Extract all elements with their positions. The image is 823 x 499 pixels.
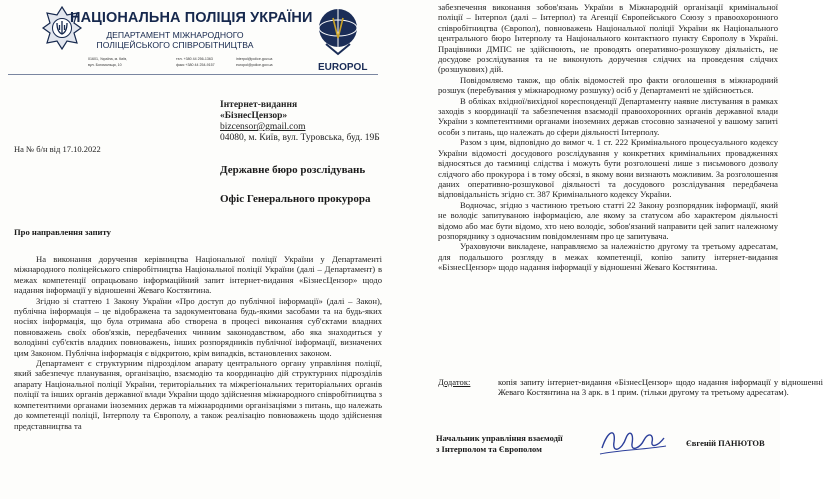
letter-body-page2: [438, 2, 778, 273]
document-number: На № б/н від 17.10.2022: [14, 144, 101, 154]
letterhead-phones: тел. +380 44 256-1363 факс +380 44 254-9157: [176, 57, 215, 67]
letterhead-title: НАЦІОНАЛЬНА ПОЛІЦІЯ УКРАЇНИ: [70, 10, 313, 26]
paragraph: В обліках вхідної/вихідної кореспонденції Департаменту наявне листування в рамках заходів з координації та забезпечення взаємодії правоохоронних органів державної влади України з компетентними органами іноземних держав стосовно зазначеної у вашому запиті особи з питань, що належать до сфери діяльності Інтерполу.: [438, 95, 778, 137]
attachment-block: [438, 377, 823, 398]
addressee-email: bizcensor@gmail.com: [220, 122, 306, 132]
letterhead-address: 01601, Україна, м. Київ, вул. Богомольця, 10: [88, 57, 128, 67]
paragraph: Разом з цим, відповідно до вимог ч. 1 ст. 222 Кримінального процесуального кодексу України відомості досудового розслідування у конкретних кримінальних провадженнях відносяться до таємниці слідства і можуть бути розголошені лише з письмового дозволу слідчого або прокурора і в тому обсязі, в якому вони визнають можливим. За розголошення даних оперативно-розшукової діяльності та досудового розслідування передбачена відповідальність згідно ст. 387 Кримінального кодексу України.: [438, 137, 778, 200]
paragraph: На виконання доручення керівництва Національної поліції України у Департаменті міжнародного поліцейського співробітництва Національної поліції України (далі – Департамент) в межах компетенції опрацьовано інформаційний запит інтернет-видання «БізнесЦензор» щодо надання інформації у відношенні Жеваго Костянтина.: [14, 254, 382, 296]
europol-logo: EUROPOL: [318, 62, 368, 73]
paragraph: Згідно зі статтею 1 Закону України «Про доступ до публічної інформації» (далі – Закон), публічна інформація – це відображена та задокументована будь-якими засобами та на будь-яких носіях інформація, що була отримана або створена в процесі виконання суб'єктами владних повноважень своїх обов'язків, передбачених чинним законодавством, або яка знаходиться у володінні суб'єктів владних повноважень, інших розпорядників публічної інформації, визначених цим Законом. Публічна інформація є відкритою, крім випадків, встановлених законом.: [14, 295, 382, 358]
addressee-block: [220, 100, 380, 144]
letter-page-1: [0, 0, 391, 499]
signatory-role: Начальник управління взаємодії з Інтерполом та Європолом: [436, 433, 563, 454]
paragraph: забезпечення виконання зобов'язань України в Міжнародній організації кримінальної поліції – Інтерпол (далі – Інтерпол) та Агенції Європейського Союзу з правоохоронного співробітництва (Європол), повноважень Національної поліції України як Національного центрального бюро Інтерполу та Національного контактного пункту Європолу в Україні. Працівники ДМПС не здійснюють, не проводять оперативно-розшукову діяльність, не досудове розслідування та не виконують доручення слідчих на проведення слідчих (розшукових) дій.: [438, 2, 778, 75]
letterhead-department: ДЕПАРТАМЕНТ МІЖНАРОДНОГО ПОЛІЦЕЙСЬКОГО СПІВРОБІТНИЦТВА: [96, 30, 254, 50]
paragraph: Департамент є структурним підрозділом апарату центрального органу управління поліції, який забезпечує планування, організацію, взаємодію та координацію дій структурних підрозділів апарату Національної поліції України, територіальних та міжрегіональних територіальних органів поліції та інших органів державної влади України щодо здійснення міжнародного співробітництва з компетентними органами іноземних держав та міжнародними організаціями з питань, що належать до компетенції поліції, Інтерполу та Європолу, а також реалізацію повноважень щодо здійснення представництва та: [14, 358, 382, 431]
handwritten-signature-icon: [596, 420, 668, 460]
recipient-dbr: Державне бюро розслідувань: [220, 164, 366, 176]
signatory-name: Євгеній ПАНЮТОВ: [686, 438, 765, 448]
letterhead-divider: [8, 74, 378, 75]
letterhead-emails: interpol@police.gov.ua europol@police.gov.ua: [236, 57, 273, 67]
attachment-text: копія запиту інтернет-видання «БізнесЦензор» щодо надання інформації у відношенні Жеваго Костянтина на 3 арк. в 1 прим. (тільки другому та третьому адресатам).: [498, 377, 823, 398]
paragraph: Водночас, згідно з частиною третьою статті 22 Закону розпорядник інформації, який не володіє запитуваною інформацією, але якому за статусом або характером діяльності відомо або має бути відомо, хто нею володіє, зобов'язаний направити цей запит належному розпоряднику з одночасним повідомленням про це запитувача.: [438, 199, 778, 241]
paragraph: Ураховуючи викладене, направляємо за належністю другому та третьому адресатам, для подальшого розгляду в межах компетенції, копію запиту інтернет-видання «БізнесЦензор» щодо надання інформації у відношенні Жеваго Костянтина.: [438, 241, 778, 273]
addressee-name-line2: «БізнесЦензор»: [220, 111, 288, 121]
letter-body-page1: [14, 254, 382, 431]
recipient-prosecutor: Офіс Генерального прокурора: [220, 193, 371, 205]
attachment-label: Додаток:: [438, 377, 471, 387]
interpol-logo-icon: [312, 4, 364, 58]
addressee-address: 04080, м. Київ, вул. Туровська, буд. 19Б: [220, 133, 380, 143]
paragraph: Повідомляємо також, що облік відомостей про факти оголошення в міжнародний розшук (перебування у міжнародному розшуку) осіб у Департаменті не здійснюється.: [438, 74, 778, 96]
letter-subject: Про направлення запиту: [14, 227, 111, 237]
addressee-name-line1: Інтернет-видання: [220, 100, 298, 110]
